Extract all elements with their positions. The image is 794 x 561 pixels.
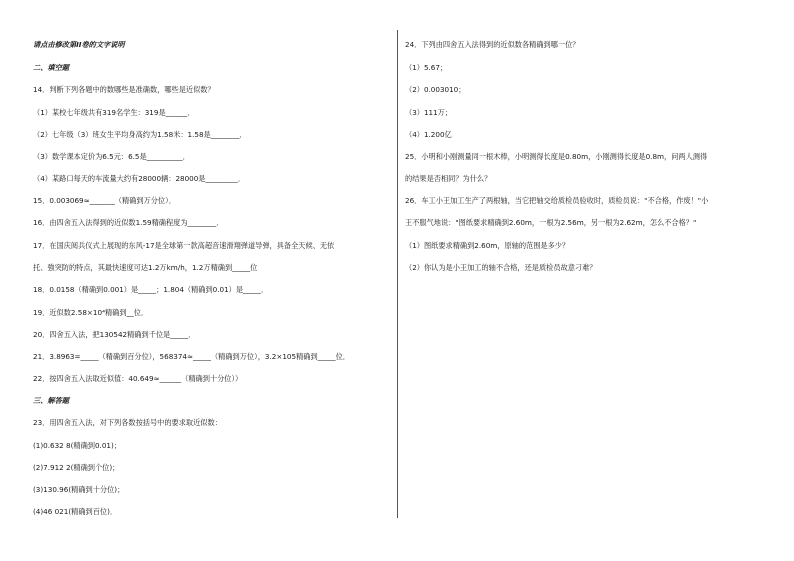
question-25-line2: 的结果是否相同？为什么？: [405, 174, 492, 183]
question-23-3: (3)130.96(精确到十分位)；: [33, 485, 125, 494]
question-19: 19．近似数2.58×10⁴精确到__位．: [33, 308, 149, 317]
question-15: 15．0.003069≈_______（精确到万分位）．: [33, 196, 176, 205]
question-14-1: （1）某校七年级共有319名学生：319是______．: [33, 108, 195, 117]
question-14-4: （4）某路口每天的车流量大约有28000辆：28000是_________．: [33, 174, 246, 183]
section-answer-heading: 三、解答题: [33, 396, 69, 405]
question-16: 16．由四舍五入法得到的近似数1.59精确程度为________．: [33, 218, 224, 227]
question-18: 18．0.0158（精确到0.001）是_____；1.804（精确到0.01）是_____．: [33, 285, 269, 294]
question-26-line2: 王不服气地说："图纸要求精确到2.60m，一根为2.56m，另一根为2.62m，怎么不合格？": [405, 218, 697, 227]
column-divider: [397, 30, 398, 518]
question-14-3: （3）数学课本定价为6.5元：6.5是__________．: [33, 152, 190, 161]
question-23: 23．用四舍五入法，对下列各数按括号中的要求取近似数：: [33, 418, 222, 427]
instruction-note: 请点击修改第II卷的文字说明: [33, 40, 125, 49]
question-14-2: （2）七年级（3）班女生平均身高约为1.58米：1.58是________．: [33, 130, 247, 139]
question-26-1: （1）图纸要求精确到2.60m，原轴的范围是多少？: [405, 241, 570, 250]
question-23-4: (4)46 021(精确到百位)．: [33, 507, 118, 516]
question-26-line1: 26．车工小王加工生产了两根轴，当它把轴交给质检员验收时，质检员说："不合格，作废！"小: [405, 196, 709, 205]
question-25-line1: 25．小明和小刚测量同一根木棒，小明测得长度是0.80m，小刚测得长度是0.8m，问两人测得: [405, 152, 708, 161]
question-14: 14．判断下列各题中的数哪些是准确数，哪些是近似数？: [33, 85, 215, 94]
question-20: 20．四舍五入法，把130542精确到千位是_____．: [33, 330, 196, 339]
question-24-1: （1）5.67；: [405, 63, 448, 72]
question-24-4: （4）1.200亿: [405, 130, 452, 139]
question-24: 24．下列由四舍五入法得到的近似数各精确到哪一位？: [405, 40, 580, 49]
question-22: 22．按四舍五入法取近似值：40.649≈______（精确到十分位））: [33, 374, 243, 383]
question-24-2: （2）0.003010；: [405, 85, 466, 94]
section-fill-in-heading: 二、填空题: [33, 63, 69, 72]
question-24-3: （3）111万；: [405, 108, 453, 117]
question-23-2: (2)7.912 2(精确到个位)；: [33, 463, 120, 472]
question-23-1: (1)0.632 8(精确到0.01)；: [33, 441, 121, 450]
question-17-line2: 托、強突防的特点，其最快速度可达1.2万km/h，1.2万精确到_____位: [33, 263, 258, 272]
question-17-line1: 17．在国庆阅兵仪式上展现的东风-17是全球第一款高超音速滑翔弹道导弹，具备全天候、无依: [33, 241, 335, 250]
question-21: 21．3.8963=_____（精确到百分位），568374≈_____（精确到万位），3.2×105精确到_____位．: [33, 352, 350, 361]
question-26-2: （2）你认为是小王加工的轴不合格，还是质检员故意刁难？: [405, 263, 597, 272]
